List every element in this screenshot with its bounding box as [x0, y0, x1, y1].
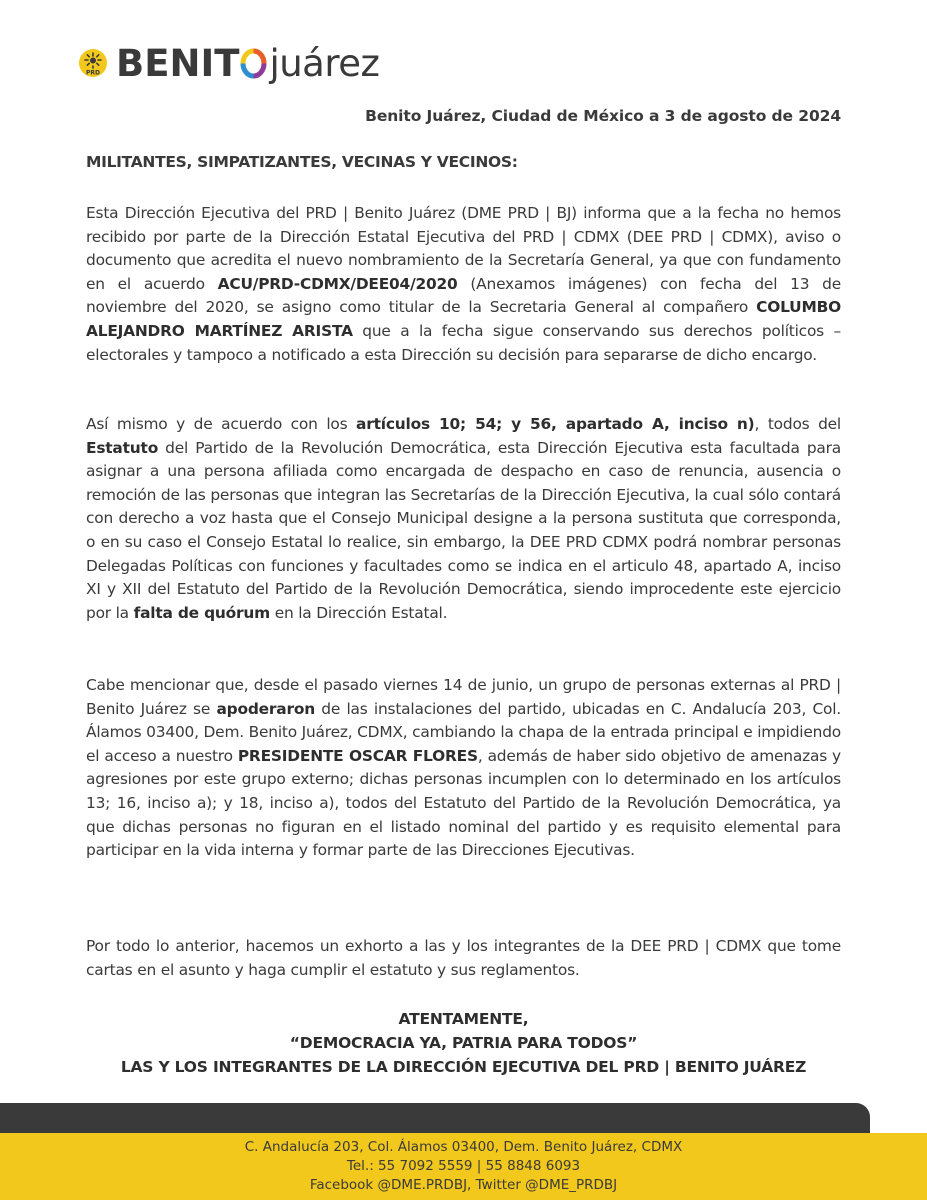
- agreement-reference: ACU/PRD-CDMX/DEE04/2020: [217, 274, 458, 293]
- paragraph-2-text-1: Así mismo y de acuerdo con los: [86, 415, 357, 433]
- paragraph-2-text-2: , todos del: [754, 415, 841, 433]
- paragraph-3-text-3: , además de haber sido objetivo de amenazas y agresiones por este grupo externo; dichas personas incumplen con lo determinado en los artículos 13; 16, inciso a); y 18, inciso a), todos del Estatuto del Partido de la Revolución Democrática, ya que dichas personas no figuran en el listado nominal del partido y es requisito elemental para participar en la vida interna y formar parte de las Direcciones Ejecutivas.: [86, 746, 841, 860]
- quorum-phrase: falta de quórum: [133, 603, 271, 622]
- paragraph-3-text-2: de las instalaciones del partido, ubicadas en C. Andalucía 203, Col. Álamos 03400, Dem. Benito Juárez, CDMX, cambiando la chapa de la entrada principal e impidiendo el acceso a nuestro: [86, 699, 841, 765]
- closing-signature: LAS Y LOS INTEGRANTES DE LA DIRECCIÓN EJECUTIVA DEL PRD | BENITO JUÁREZ: [120, 1058, 807, 1076]
- paragraph-1-text-2: (Anexamos imágenes) con fecha del 13 de noviembre del 2020, se asigno como titular de la Secretaria General al compañero: [86, 274, 841, 317]
- closing-line-1: ATENTAMENTE,: [398, 1010, 529, 1028]
- footer-address: C. Andalucía 203, Col. Álamos 03400, Dem. Benito Juárez, CDMX: [244, 1139, 683, 1155]
- closing-block: [86, 1007, 841, 1079]
- paragraph-1-text-3: que a la fecha sigue conservando sus derechos políticos – electorales y tampoco a notificado a esta Dirección su decisión para separarse de dicho encargo.: [86, 321, 841, 364]
- date-line: Benito Juárez, Ciudad de México a 3 de agosto de 2024: [365, 107, 841, 125]
- footer-social: Facebook @DME.PRDBJ, Twitter @DME_PRDBJ: [309, 1177, 618, 1193]
- paragraph-3: [86, 674, 841, 863]
- footer-contact: [0, 1138, 927, 1195]
- prd-sun-logo-icon: [78, 48, 108, 78]
- paragraph-4: Por todo lo anterior, hacemos un exhorto a las y los integrantes de la DEE PRD | CDMX que tome cartas en el asunto y haga cumplir el estatuto y sus reglamentos.: [86, 937, 841, 979]
- prd-badge-text: PRD: [86, 69, 100, 77]
- logo-juarez-text: juárez: [269, 41, 380, 85]
- seized-word: apoderaron: [216, 699, 315, 718]
- paragraph-2-text-3: del Partido de la Revolución Democrática, esta Dirección Ejecutiva esta facultada para asignar a una persona afiliada como encargada de despacho en caso de renuncia, ausencia o remoción de las personas que integran las Secretarías de la Dirección Ejecutiva, la cual sólo contará con derecho a voz hasta que el Consejo Municipal designe a la persona sustituta que corresponda, o en su caso el Consejo Estatal lo realice, sin embargo, la DEE PRD CDMX podrá nombrar personas Delegadas Políticas con funciones y facultades como se indica en el articulo 48, apartado A, inciso XI y XII del Estatuto del Partido de la Revolución Democrática, siendo improcedente este ejercicio por la: [86, 438, 841, 622]
- articles-reference: artículos 10; 54; y 56, apartado A, inciso n): [356, 415, 755, 433]
- paragraph-2: [86, 413, 841, 625]
- header-logo: [78, 38, 379, 88]
- paragraph-3-text-1: Cabe mencionar que, desde el pasado viernes 14 de junio, un grupo de personas externas al PRD | Benito Juárez se: [86, 676, 841, 718]
- statute-word: Estatuto: [86, 438, 159, 457]
- paragraph-1: [86, 202, 841, 367]
- salutation: MILITANTES, SIMPATIZANTES, VECINAS Y VECINOS:: [86, 153, 518, 171]
- paragraph-2-text-4: en la Dirección Estatal.: [270, 603, 448, 622]
- logo-benito-text: BENIT: [116, 41, 240, 85]
- secretary-name: COLUMBO ALEJANDRO MARTÍNEZ ARISTA: [86, 298, 841, 340]
- president-name: PRESIDENTE OSCAR FLORES: [237, 746, 478, 765]
- logo-rainbow-o-icon: [240, 48, 267, 79]
- closing-motto: “DEMOCRACIA YA, PATRIA PARA TODOS”: [289, 1034, 638, 1052]
- paragraph-1-text-1: Esta Dirección Ejecutiva del PRD | Benito Juárez (DME PRD | BJ) informa que a la fecha no hemos recibido por parte de la Dirección Estatal Ejecutiva del PRD | CDMX (DEE PRD | CDMX), aviso o documento que acredita el nuevo nombramiento de la Secretaría General, ya que con fundamento en el acuerdo: [86, 204, 841, 293]
- footer-dark-band: [0, 1103, 870, 1133]
- footer-phones: Tel.: 55 7092 5559 | 55 8848 6093: [346, 1158, 581, 1174]
